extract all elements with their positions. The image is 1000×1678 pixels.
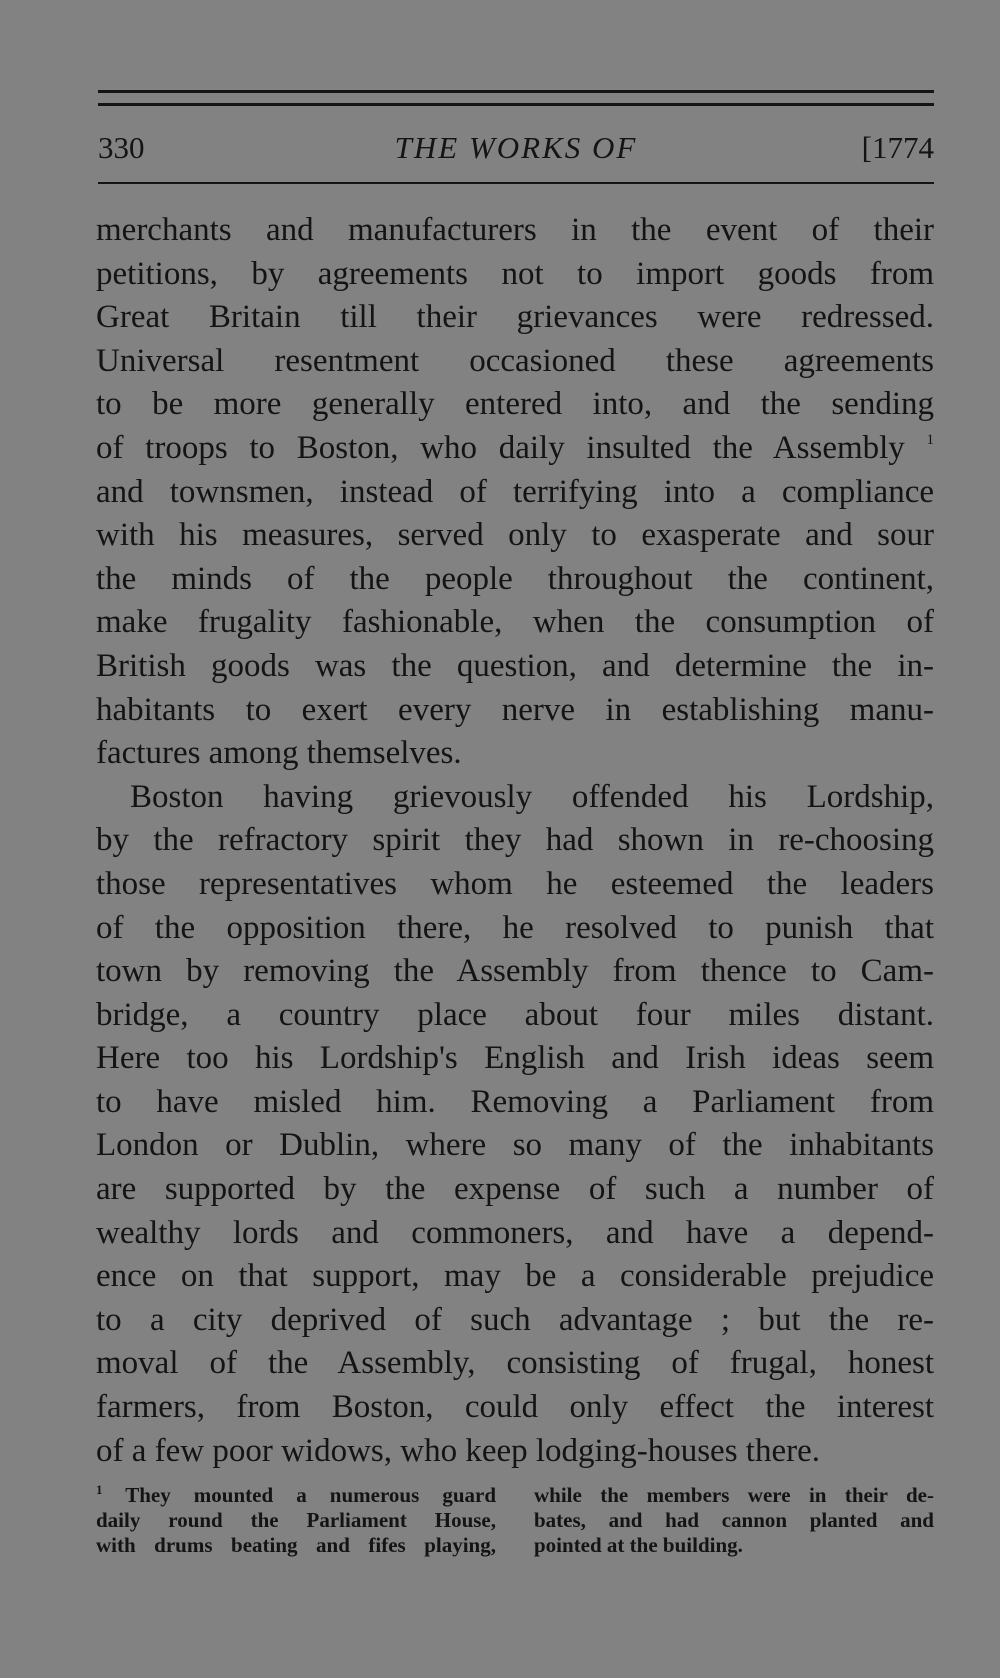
body-line: with his measures, served only to exasperate and sour xyxy=(96,517,934,554)
footnote-line: daily round the Parliament House, xyxy=(96,1508,496,1532)
running-title: THE WORKS OF xyxy=(394,130,638,165)
header-rule-second xyxy=(98,103,934,106)
body-line: farmers, from Boston, could only effect the interest xyxy=(96,1389,934,1426)
footnote-column-left xyxy=(96,1483,496,1558)
body-line: are supported by the expense of such a number of xyxy=(96,1171,934,1208)
body-line: Universal resentment occasioned these agreements xyxy=(96,342,934,379)
body-line: town by removing the Assembly from thence to Cam- xyxy=(96,953,934,990)
footnote-marker: 1 xyxy=(96,1482,103,1497)
body-line: factures among themselves. xyxy=(96,735,462,772)
body-line xyxy=(96,427,934,471)
running-header xyxy=(98,126,934,170)
header-rule-top xyxy=(98,90,934,93)
footnote-line: bates, and had cannon planted and xyxy=(534,1508,934,1532)
body-line: make frugality fashionable, when the consumption of xyxy=(96,604,934,641)
body-line: to a city deprived of such advantage ; but the re- xyxy=(96,1301,934,1338)
body-line: bridge, a country place about four miles distant. xyxy=(96,996,934,1033)
body-line: Great Britain till their grievances were redressed. xyxy=(96,299,934,336)
body-line: British goods was the question, and determine the in- xyxy=(96,647,934,684)
body-line: ence on that support, may be a considerable prejudice xyxy=(96,1258,934,1295)
body-line: moval of the Assembly, consisting of frugal, honest xyxy=(96,1345,934,1382)
body-text xyxy=(96,209,934,1473)
footnote-line: pointed at the building. xyxy=(534,1533,743,1557)
footnote-line xyxy=(96,1483,496,1508)
header-year: [1774 xyxy=(861,130,934,165)
footnote-line-text: They mounted a numerous guard xyxy=(125,1483,496,1507)
body-line: habitants to exert every nerve in establishing manu- xyxy=(96,691,934,728)
header-rule-bottom xyxy=(98,182,934,184)
footnote-reference[interactable]: 1 xyxy=(926,431,935,448)
body-line: of the opposition there, he resolved to punish that xyxy=(96,909,934,946)
body-line: wealthy lords and commoners, and have a depend- xyxy=(96,1214,934,1251)
body-line: those representatives whom he esteemed the leaders xyxy=(96,865,934,902)
body-line: the minds of the people throughout the continent, xyxy=(96,560,934,597)
body-line: petitions, by agreements not to import goods from xyxy=(96,255,934,292)
body-line: Boston having grievously offended his Lordship, xyxy=(130,778,934,815)
footnote-line: while the members were in their de- xyxy=(534,1483,934,1507)
body-line: merchants and manufacturers in the event of their xyxy=(96,212,934,248)
body-line: London or Dublin, where so many of the inhabitants xyxy=(96,1127,934,1164)
body-line: and townsmen, instead of terrifying into a compliance xyxy=(96,473,934,510)
body-line: Here too his Lordship's English and Irish ideas seem xyxy=(96,1040,934,1077)
page-number: 330 xyxy=(98,130,145,165)
footnote-line: with drums beating and fifes playing, xyxy=(96,1533,496,1557)
body-line: to be more generally entered into, and the sending xyxy=(96,386,934,423)
body-line: by the refractory spirit they had shown in re-choosing xyxy=(96,822,934,859)
footnote xyxy=(96,1483,934,1558)
body-line: of a few poor widows, who keep lodging-houses there. xyxy=(96,1432,821,1469)
body-line-text: of troops to Boston, who daily insulted the Assembly xyxy=(96,429,905,466)
body-line: to have misled him. Removing a Parliament from xyxy=(96,1083,934,1120)
footnote-column-right xyxy=(534,1483,934,1558)
